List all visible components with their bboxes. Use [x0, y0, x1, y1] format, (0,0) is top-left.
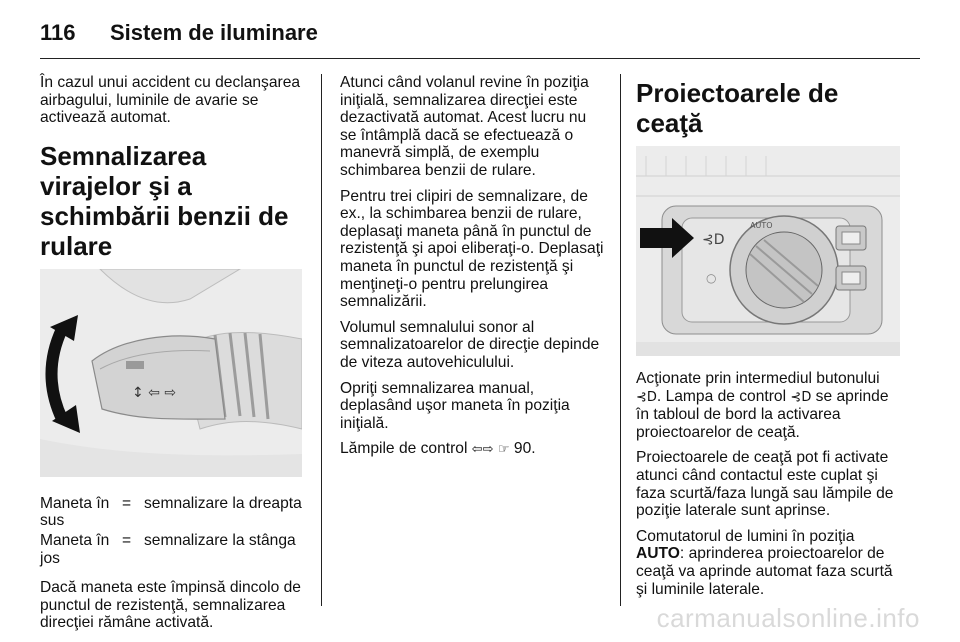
column-2 — [340, 74, 604, 467]
fog-button-text: se aprinde în tabloul de bord la activarea proiectoarelor de ceaţă. — [636, 387, 889, 441]
page-number: 116 — [40, 20, 76, 45]
switch-auto-label: AUTO — [750, 221, 773, 230]
turn-signal-heading: Semnalizarea virajelor şi a schimbării benzii de rulare — [40, 140, 289, 261]
watermark: carmanualsonline.info — [656, 603, 920, 633]
svg-text:⊰D: ⊰D — [702, 232, 725, 248]
svg-text:↕ ⇦ ⇨: ↕ ⇦ ⇨ — [132, 384, 177, 401]
paragraph: Proiectoarele de ceaţă pot fi activate atunci când contactul este cuplat şi faza scurtă/faza lungă sau lămpile de poziţie laterale sunt aprinse. — [636, 449, 894, 520]
turn-signal-lever-drawing — [40, 269, 302, 477]
table-term: Maneta în sus — [40, 494, 110, 530]
section-title: Sistem de iluminare — [110, 20, 318, 45]
fog-button-text: Acţionate prin intermediul butonului — [636, 370, 880, 387]
turn-signal-icon: ⇦⇨ — [471, 442, 494, 458]
column-1 — [40, 74, 302, 640]
paragraph: Pentru trei clipiri de semnalizare, de ex., la schimbarea benzii de rulare, deplasaţi maneta până în punctul de rezistenţă şi apoi eliberaţi-o. Deplasaţi maneta în punctul de rezistenţă şi menţineţi-o pentru prelungirea semnalizării. — [340, 187, 604, 311]
control-lamps-text: Lămpile de control — [340, 440, 468, 458]
page-header — [40, 20, 318, 50]
column-divider — [620, 74, 621, 606]
auto-text: Comutatorul de lumini în poziţia — [636, 527, 855, 545]
column-3 — [636, 74, 902, 606]
fog-light-icon: ⊰D — [636, 389, 657, 405]
auto-label: AUTO — [636, 545, 680, 563]
paragraph: Volumul semnalului sonor al semnalizatoarelor de direcţie depinde de viteza autovehiculului. — [340, 318, 600, 371]
light-switch-illustration — [636, 146, 900, 356]
table-term: Maneta în jos — [40, 531, 110, 567]
auto-paragraph — [636, 528, 902, 598]
header-rule — [40, 58, 920, 59]
fog-lights-heading: Proiectoarele de ceaţă — [636, 78, 839, 138]
table-row — [40, 495, 302, 532]
paragraph: Atunci când volanul revine în poziţia iniţială, semnalizarea direcţiei este dezactivată automat. Acest lucru nu se întâmplă dacă se efectuează o manevră simplă, de exemplu schimbarea benzii de rulare. — [340, 74, 589, 179]
control-lamps-paragraph — [340, 440, 604, 459]
light-switch-drawing — [636, 146, 900, 356]
turn-signal-lever-illustration — [40, 269, 302, 477]
paragraph: Opriţi semnalizarea manual, deplasând uşor maneta în poziţia iniţială. — [340, 379, 570, 432]
page-reference-number[interactable]: 90. — [513, 440, 536, 458]
auto-text: : aprinderea proiectoarelor de ceaţă va aprinde automat faza scurtă şi luminile laterale. — [636, 545, 893, 598]
table-equals: = — [122, 494, 132, 512]
table-description: semnalizare la stânga — [144, 531, 296, 549]
table-description: semnalizare la dreapta — [144, 494, 302, 512]
lever-paragraph: Dacă maneta este împinsă dincolo de punctul de rezistenţă, semnalizarea direcţiei rămâne activată. — [40, 579, 301, 632]
svg-text:○: ○ — [706, 271, 717, 285]
column-divider — [321, 74, 322, 606]
lever-definitions-table — [40, 495, 302, 569]
fog-button-text: . Lampa de control — [656, 387, 787, 405]
fog-button-paragraph — [636, 370, 902, 441]
table-equals: = — [122, 531, 132, 549]
fog-light-icon: ⊰D — [790, 389, 812, 405]
page-reference-icon: ☞ — [497, 442, 510, 458]
table-row — [40, 532, 302, 569]
intro-paragraph: În cazul unui accident cu declanşarea airbagului, luminile de avarie se activează automat. — [40, 74, 301, 127]
